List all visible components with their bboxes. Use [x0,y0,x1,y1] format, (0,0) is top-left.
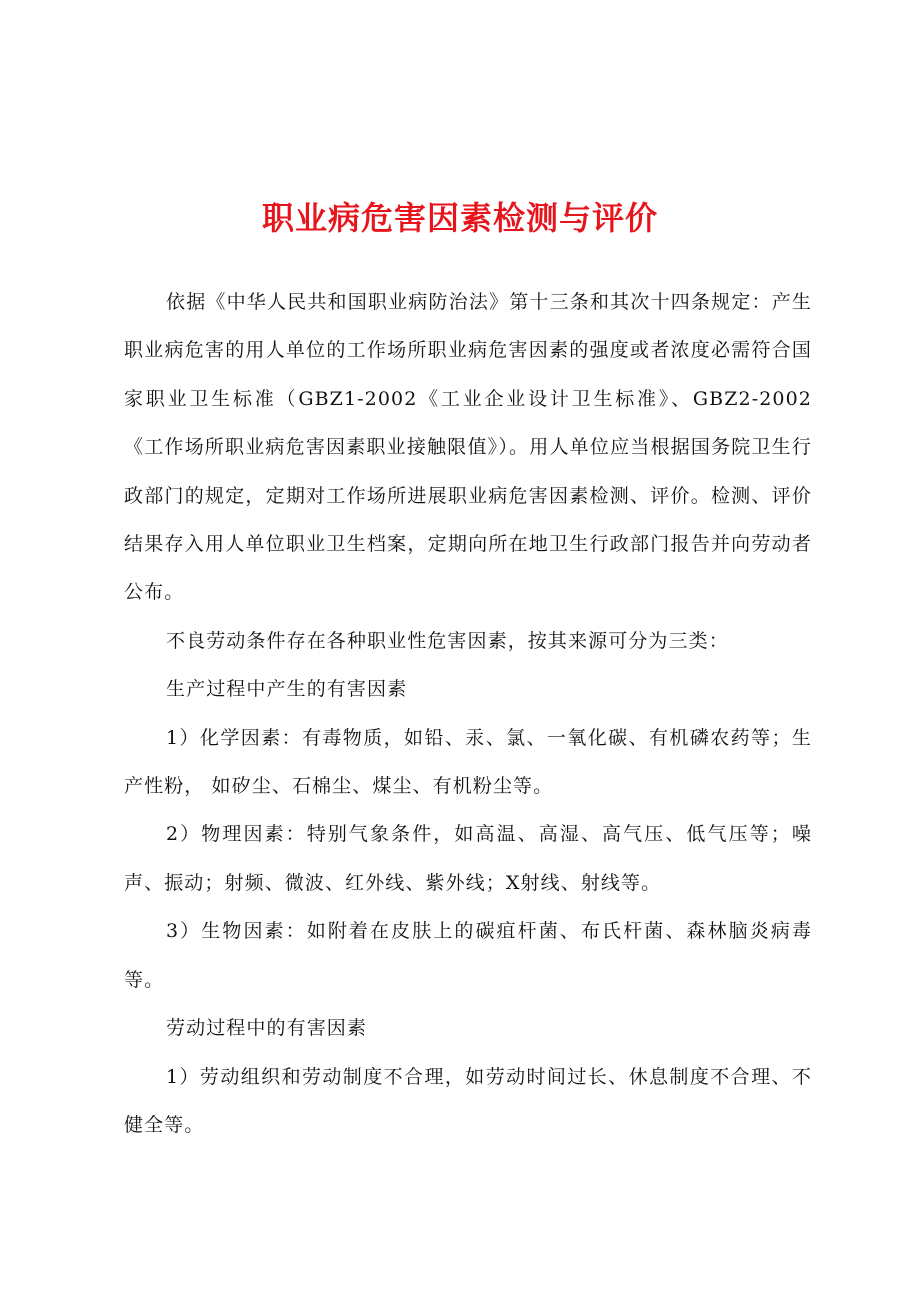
heading-labor-process-factors: 劳动过程中的有害因素 [166,1017,368,1040]
list-item-biological-factors: 3）生物因素：如附着在皮肤上的碳疽杆菌、布氏杆菌、森林脑炎病毒等。 [124,920,812,991]
list-item-physical-factors: 2）物理因素：特别气象条件，如高温、高湿、高气压、低气压等；噪声、振动；射频、微波、红外线、紫外线；X射线、射线等。 [124,823,812,894]
document-title: 职业病危害因素检测与评价 [261,199,658,237]
document-body [124,278,812,1149]
paragraph-legal-basis: 依据《中华人民共和国职业病防治法》第十三条和其次十四条规定：产生职业病危害的用人单位的工作场所职业病危害因素的强度或者浓度必需符合国家职业卫生标准（GBZ1-2002《工业企业设计卫生标准》、GBZ2-2002《工作场所职业病危害因素职业接触限值》）。用人单位应当根据国务院卫生行政部门的规定，定期对工作场所进展职业病危害因素检测、评价。检测、评价结果存入用人单位职业卫生档案，定期向所在地卫生行政部门报告并向劳动者公布。 [124,291,812,604]
paragraph-classification: 不良劳动条件存在各种职业性危害因素，按其来源可分为三类： [166,629,729,652]
heading-production-factors: 生产过程中产生的有害因素 [166,678,408,701]
list-item-chemical-factors: 1）化学因素：有毒物质，如铅、汞、氯、一氧化碳、有机磷农药等；生产性粉， 如矽尘、石棉尘、煤尘、有机粉尘等。 [124,726,812,798]
list-item-labor-organization: 1）劳动组织和劳动制度不合理，如劳动时间过长、休息制度不合理、不健全等。 [124,1065,812,1136]
